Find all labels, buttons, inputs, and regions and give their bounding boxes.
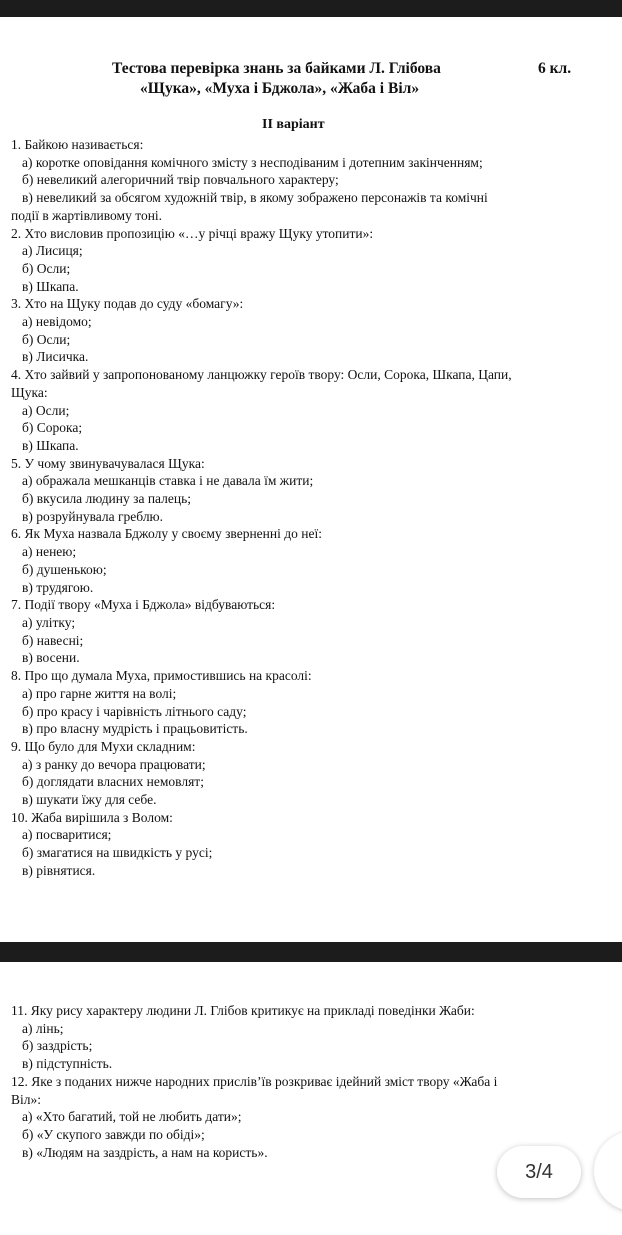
- answer-option: б) заздрість;: [22, 1038, 93, 1054]
- answer-option: в) Шкапа.: [22, 437, 79, 453]
- answer-option: а) ображала мешканців ставка і не давала їм жити;: [22, 473, 314, 489]
- answer-option: а) Осли;: [22, 402, 70, 418]
- answer-option: в) Лисичка.: [22, 349, 89, 365]
- question-block: [11, 525, 601, 596]
- question-text: 10. Жаба вирішила з Волом:: [11, 809, 173, 825]
- question-text: 6. Як Муха назвала Бджолу у своєму зверненні до неї:: [11, 526, 322, 542]
- question-text: 5. У чому звинувачувалася Щука:: [11, 455, 205, 471]
- answer-option: в) про власну мудрість і працьовитість.: [22, 721, 248, 737]
- top-dark-bar: [0, 0, 622, 17]
- question-text: 7. Події твору «Муха і Бджола» відбуваються:: [11, 597, 276, 613]
- answer-option: в) шукати їжу для себе.: [22, 792, 157, 808]
- question-block: [11, 738, 601, 809]
- answer-option: в) трудягою.: [22, 579, 94, 595]
- question-text: 11. Яку рису характеру людини Л. Глібов критикує на прикладі поведінки Жаби:: [11, 1003, 475, 1018]
- question-text-continuation: Віл»:: [11, 1091, 41, 1107]
- answer-option-continuation: події в жартівливому тоні.: [11, 207, 163, 223]
- answer-option: б) невеликий алегоричний твір повчального характеру;: [22, 172, 339, 188]
- question-text: 3. Хто на Щуку подав до суду «бомагу»:: [11, 296, 244, 312]
- question-text: 2. Хто висловив пропозицію «…у річці вражу Щуку утопити»:: [11, 225, 374, 241]
- answer-option: б) Сорока;: [22, 420, 83, 436]
- question-block: [11, 1002, 601, 1073]
- variant-heading: ІІ варіант: [262, 117, 325, 132]
- answer-option: а) коротке оповідання комічного змісту з несподіваним і дотепним закінченням;: [22, 154, 483, 170]
- answer-option: в) розруйнувала греблю.: [22, 508, 164, 524]
- answer-option: б) Осли;: [22, 260, 71, 276]
- answer-option: б) Осли;: [22, 331, 71, 347]
- answer-option: в) підступність.: [22, 1056, 113, 1072]
- answer-option: б) змагатися на швидкість у русі;: [22, 845, 213, 861]
- question-block: [11, 225, 601, 296]
- question-text: 4. Хто зайвий у запропонованому ланцюжку героїв твору: Осли, Сорока, Шкапа, Цапи,: [11, 367, 512, 383]
- question-text: 1. Байкою називається:: [11, 137, 144, 152]
- answer-option: а) про гарне життя на волі;: [22, 685, 177, 701]
- answer-option: а) Лисиця;: [22, 243, 83, 259]
- answer-option: а) «Хто багатий, той не любить дати»;: [22, 1109, 242, 1125]
- answer-option: б) навесні;: [22, 632, 84, 648]
- document-page-1: [0, 17, 622, 942]
- answer-option: а) посваритися;: [22, 827, 112, 843]
- answer-option: в) рівнятися.: [22, 862, 96, 878]
- question-text: 12. Яке з поданих нижче народних прислів’їв розкриває ідейний зміст твору «Жаба і: [11, 1073, 498, 1089]
- question-text: 8. Про що думала Муха, примостившись на красолі:: [11, 668, 312, 684]
- question-list-page-1: [11, 136, 601, 880]
- answer-option: а) ненею;: [22, 544, 77, 560]
- question-block: [11, 809, 601, 880]
- answer-option: в) невеликий за обсягом художній твір, в якому зображено персонажів та комічні: [22, 190, 488, 206]
- answer-option: а) лінь;: [22, 1020, 64, 1036]
- question-text-continuation: Щука:: [11, 384, 48, 400]
- page-indicator: 3/4: [497, 1146, 581, 1198]
- answer-option: а) з ранку до вечора працювати;: [22, 756, 206, 772]
- answer-option: а) улітку;: [22, 614, 76, 630]
- question-block: [11, 136, 601, 225]
- question-block: [11, 295, 601, 366]
- answer-option: б) доглядати власних немовлят;: [22, 774, 204, 790]
- answer-option: б) душенькою;: [22, 561, 107, 577]
- page-separator-bar: [0, 942, 622, 962]
- test-title-line-2: «Щука», «Муха і Бджола», «Жаба і Віл»: [140, 80, 420, 97]
- answer-option: б) «У скупого завжди по обіді»;: [22, 1126, 205, 1142]
- question-block: [11, 455, 601, 526]
- grade-label: 6 кл.: [538, 60, 572, 77]
- question-block: [11, 667, 601, 738]
- question-block: [11, 596, 601, 667]
- question-list-page-2: [11, 1002, 601, 1161]
- answer-option: в) «Людям на заздрість, а нам на користь».: [22, 1144, 268, 1160]
- answer-option: в) Шкапа.: [22, 278, 79, 294]
- answer-option: б) про красу і чарівність літнього саду;: [22, 703, 247, 719]
- question-text: 9. Що було для Мухи складним:: [11, 738, 196, 754]
- answer-option: в) восени.: [22, 650, 80, 666]
- answer-option: а) невідомо;: [22, 314, 92, 330]
- answer-option: б) вкусила людину за палець;: [22, 491, 192, 507]
- question-block: [11, 366, 601, 455]
- test-title-line-1: Тестова перевірка знань за байками Л. Глібова: [112, 60, 441, 77]
